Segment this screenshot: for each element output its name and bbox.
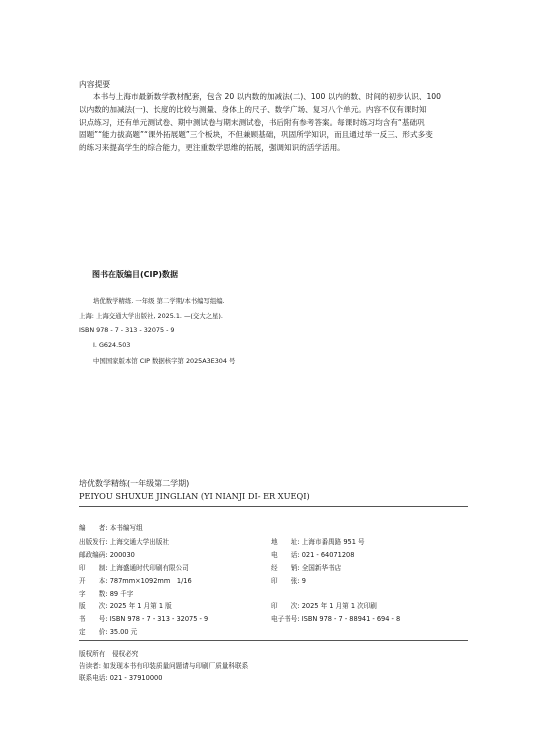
info-left: 书 号: ISBN 978 - 7 - 313 - 32075 - 9 <box>79 615 209 623</box>
info-right: 经 销: 全国新华书店 <box>271 564 342 572</box>
cip-line: Ⅰ. G624.503 <box>93 341 131 349</box>
info-left: 版 次: 2025 年 1 月第 1 版 <box>79 602 172 610</box>
info-left: 出版发行: 上海交通大学出版社 <box>79 538 170 546</box>
summary-line: 以内数的加减法(一)、长度的比较与测量、身体上的尺子、数学广场、复习八个单元。内容不仅有课时知 <box>79 104 427 114</box>
info-left: 定 价: 35.00 元 <box>79 628 138 636</box>
cip-line: 上海: 上海交通大学出版社, 2025.1. —(交大之星). <box>79 312 223 320</box>
book-title-pinyin: PEIYOU SHUXUE JINGLIAN (YI NIANJI DI- ER XUEQI) <box>79 491 310 501</box>
cip-heading: 图书在版编目(CIP)数据 <box>92 270 179 279</box>
summary-line: 固题”“能力拔高题”“课外拓展题”三个板块，不但兼顾基础，巩固所学知识，而且通过举一反三、形式多变 <box>79 130 433 140</box>
divider <box>79 640 468 641</box>
divider <box>79 506 468 507</box>
summary-heading: 内容提要 <box>79 80 111 89</box>
summary-text <box>79 91 474 155</box>
info-right: 电 话: 021 - 64071208 <box>271 551 355 559</box>
info-left: 编 者: 本书编写组 <box>79 524 143 532</box>
book-title-cn: 培优数学精练(一年级第二学期) <box>79 479 190 488</box>
summary-line: 的练习来提高学生的综合能力，更注重数学思维的拓展，强调知识的活学活用。 <box>79 143 345 153</box>
summary-line: 本书与上海市最新数学教材配套，包含 20 以内数的加减法(二)、100 以内的数、时间的初步认识、100 <box>93 92 441 101</box>
info-left: 字 数: 89 千字 <box>79 590 134 598</box>
info-right: 地 址: 上海市番禺路 951 号 <box>271 538 365 546</box>
rights-line: 联系电话: 021 - 37910000 <box>79 674 163 682</box>
cip-line: ISBN 978 - 7 - 313 - 32075 - 9 <box>79 326 175 334</box>
info-right: 印 张: 9 <box>271 577 306 585</box>
cip-line: 中国国家版本馆 CIP 数据核字第 2025A3E304 号 <box>93 357 236 365</box>
info-left: 开 本: 787mm×1092mm 1/16 <box>79 577 192 585</box>
rights-line: 告读者: 如发现本书有印装质量问题请与印刷厂质量科联系 <box>79 662 249 670</box>
rights-line: 版权所有 侵权必究 <box>79 650 139 658</box>
info-right: 电子书号: ISBN 978 - 7 - 88941 - 694 - 8 <box>271 615 401 623</box>
summary-line: 识点练习，还有单元测试卷、期中测试卷与期末测试卷，书后附有参考答案。每课时练习均含有“基础巩 <box>79 117 425 127</box>
cip-line: 培优数学精练. 一年级 第二学期/本书编写组编. <box>93 297 225 305</box>
info-left: 邮政编码: 200030 <box>79 551 135 559</box>
info-right: 印 次: 2025 年 1 月第 1 次印刷 <box>271 602 377 610</box>
info-left: 印 制: 上海盛通时代印刷有限公司 <box>79 564 189 572</box>
